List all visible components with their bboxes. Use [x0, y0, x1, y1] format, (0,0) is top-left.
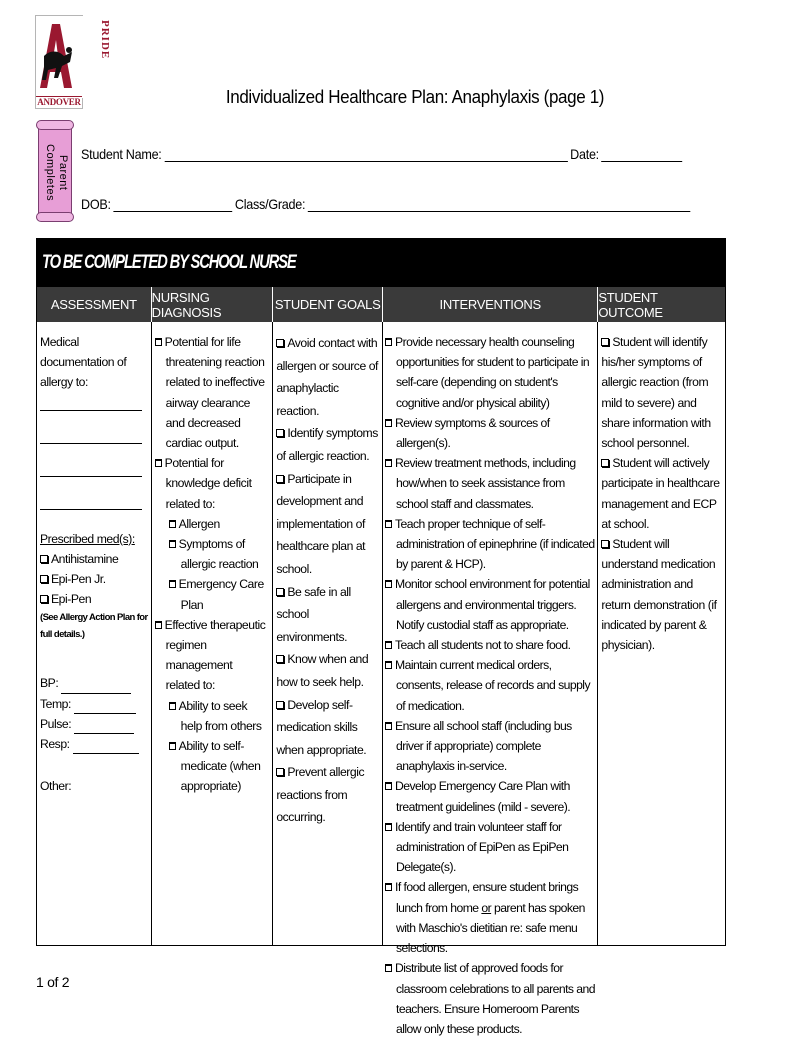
checkbox-icon[interactable]	[155, 338, 162, 346]
diagnosis-subitem	[155, 736, 270, 797]
checkbox-icon[interactable]	[276, 429, 284, 437]
checkbox-icon[interactable]	[276, 701, 284, 709]
dob-row	[81, 196, 693, 212]
goal-text: Know when and how to seek help.	[276, 652, 369, 689]
vital-field[interactable]	[74, 702, 136, 714]
med-item	[40, 569, 148, 589]
diagnosis-text: Potential for knowledge deficit related to:	[164, 456, 252, 511]
intervention-text: Maintain current medical orders, consents, release of records and supply of medication.	[395, 658, 591, 713]
checkbox-icon[interactable]	[40, 575, 48, 583]
outcome-text: Student will actively participate in healthcare management and ECP at school.	[601, 456, 720, 531]
intervention-item	[385, 453, 595, 514]
vital-field[interactable]	[74, 722, 134, 734]
goal-text: Avoid contact with allergen or source of anaphylactic reaction.	[276, 336, 378, 418]
table-header	[37, 287, 725, 322]
checkbox-icon[interactable]	[385, 883, 392, 891]
checkbox-icon[interactable]	[385, 782, 392, 790]
intervention-text: Provide necessary health counseling opportunities for student to participate in self-care (depending on student's cognitive and/or physical ability)	[395, 335, 590, 410]
checkbox-icon[interactable]	[385, 964, 392, 972]
other-label: Other:	[40, 779, 72, 794]
checkbox-icon[interactable]	[40, 595, 48, 603]
banner-text: TO BE COMPLETED BY SCHOOL NURSE	[42, 252, 296, 273]
vital-resp	[40, 734, 148, 754]
checkbox-icon[interactable]	[385, 459, 392, 467]
goal-text: Participate in development and implementation of healthcare plan at school.	[276, 471, 366, 576]
goal-item	[276, 648, 379, 693]
school-nurse-banner	[37, 239, 725, 287]
logo-bottom-text: ANDOVER	[37, 97, 81, 107]
intervention-underlined: or	[481, 900, 492, 915]
checkbox-icon[interactable]	[276, 655, 284, 663]
outcome-item	[601, 332, 722, 453]
goal-text: Identify symptoms of allergic reaction.	[276, 426, 378, 463]
intervention-item	[385, 776, 595, 816]
checkbox-icon[interactable]	[385, 338, 392, 346]
diagnosis-subtext: Symptoms of allergic reaction	[178, 537, 259, 572]
intervention-text: Ensure all school staff (including bus driver if appropriate) complete anaphylaxis in-service.	[395, 718, 572, 774]
scroll-curl-top	[36, 120, 74, 130]
allergy-field-3[interactable]	[40, 463, 142, 477]
intervention-item	[385, 332, 595, 413]
outcome-item	[601, 534, 722, 655]
checkbox-icon[interactable]	[385, 823, 392, 831]
vital-pulse	[40, 714, 148, 734]
page-number: 1 of 2	[36, 974, 70, 990]
allergy-plan-note: (See Allergy Action Plan for full details.)	[40, 612, 148, 641]
goal-item	[276, 422, 379, 467]
vital-bp	[40, 673, 148, 693]
checkbox-icon[interactable]	[155, 459, 162, 467]
med-item	[40, 589, 148, 609]
diagnosis-subtext: Ability to self-medicate (when appropriate)	[178, 739, 261, 794]
vital-label: Pulse:	[40, 716, 72, 731]
allergy-field-2[interactable]	[40, 430, 142, 444]
parent-completes-label: Parent Completes	[44, 144, 69, 202]
goal-item	[276, 694, 379, 762]
goal-text: Prevent allergic reactions from occurring.	[276, 765, 365, 825]
intervention-text: Monitor school environment for potential allergens and environmental triggers. Notify custodial staff as appropriate.	[395, 577, 590, 632]
checkbox-icon[interactable]	[40, 555, 48, 563]
intervention-text: Teach all students not to share food.	[395, 638, 571, 653]
diagnosis-subtext: Ability to seek help from others	[178, 698, 262, 733]
vital-label: Temp:	[40, 696, 71, 711]
intervention-item	[385, 817, 595, 878]
header-nursing-diagnosis: NURSING DIAGNOSIS	[152, 287, 274, 322]
intervention-item	[385, 574, 595, 635]
checkbox-icon[interactable]	[385, 722, 392, 730]
goal-text: Develop self-medication skills when appropriate.	[276, 697, 367, 757]
page-title: Individualized Healthcare Plan: Anaphylaxis (page 1)	[225, 86, 605, 107]
scroll-curl-bottom	[36, 212, 74, 222]
header-assessment: ASSESSMENT	[37, 287, 152, 322]
student-outcome-column	[598, 322, 725, 945]
checkbox-icon[interactable]	[601, 459, 609, 467]
diagnosis-subitem	[155, 696, 270, 736]
diagnosis-text: Effective therapeutic regimen management related to:	[164, 617, 266, 693]
student-name-label: Student Name:	[81, 146, 162, 162]
med-item	[40, 549, 148, 569]
checkbox-icon[interactable]	[276, 588, 284, 596]
intervention-item	[385, 877, 595, 958]
intervention-item	[385, 958, 595, 1039]
med-label: Antihistamine	[51, 551, 119, 566]
goal-item	[276, 468, 379, 581]
checkbox-icon[interactable]	[385, 641, 392, 649]
checkbox-icon[interactable]	[385, 419, 392, 427]
outcome-text: Student will identify his/her symptoms of allergic reaction (from mild to severe) and share information with school personnel.	[601, 335, 711, 451]
intervention-item	[385, 716, 595, 777]
goal-item	[276, 761, 379, 829]
nursing-diagnosis-column	[152, 322, 274, 945]
med-label: Epi-Pen Jr.	[51, 572, 106, 587]
header-interventions: INTERVENTIONS	[383, 287, 598, 322]
date-field[interactable]	[602, 150, 683, 162]
checkbox-icon[interactable]	[276, 475, 284, 483]
checkbox-icon[interactable]	[169, 742, 176, 750]
checkbox-icon[interactable]	[169, 540, 176, 548]
interventions-column	[383, 322, 598, 1036]
outcome-text: Student will understand medication administration and return demonstration (if indicated by parent & physician).	[601, 537, 717, 653]
intervention-text: parent has spoken with Maschio's dietitian re: safe menu selections.	[396, 900, 585, 956]
vital-label: BP:	[40, 676, 59, 691]
checkbox-icon[interactable]	[601, 540, 609, 548]
intervention-text: Distribute list of approved foods for classroom celebrations to all parents and teachers. Ensure Homeroom Parents allow only these products.	[395, 961, 595, 1036]
checkbox-icon[interactable]	[385, 661, 392, 669]
class-grade-field[interactable]	[308, 200, 691, 212]
goal-text: Be safe in all school environments.	[276, 584, 351, 644]
diagnosis-item	[155, 332, 270, 453]
allergy-field-4[interactable]	[40, 496, 142, 510]
intervention-item	[385, 655, 595, 716]
student-name-field[interactable]	[164, 150, 567, 162]
checkbox-icon[interactable]	[169, 520, 176, 528]
diagnosis-text: Potential for life threatening reaction related to ineffective airway clearance and decreased cardiac output.	[164, 335, 265, 451]
checkbox-icon[interactable]	[385, 520, 392, 528]
diagnosis-subitem	[155, 514, 270, 534]
diagnosis-subtext: Emergency Care Plan	[178, 577, 264, 612]
header-student-outcome: STUDENT OUTCOME	[598, 289, 663, 320]
vital-field[interactable]	[73, 742, 139, 754]
class-grade-label: Class/Grade:	[234, 196, 306, 212]
checkbox-icon[interactable]	[276, 768, 284, 776]
outcome-item	[601, 453, 722, 534]
meds-heading: Prescribed med(s):	[40, 531, 135, 546]
intervention-item	[385, 514, 595, 575]
intervention-text: Review symptoms & sources of allergen(s).	[395, 415, 550, 451]
goal-item	[276, 581, 379, 649]
intervention-text: Teach proper technique of self-administration of epinephrine (if indicated by parent & HCP).	[395, 516, 595, 572]
assessment-column	[37, 322, 152, 945]
intervention-text: Identify and train volunteer staff for administration of EpiPen as EpiPen Delegate(s).	[395, 819, 569, 875]
vital-field[interactable]	[61, 682, 131, 694]
student-goals-column	[273, 322, 383, 945]
intervention-text: If food allergen, ensure student brings lunch from home	[395, 880, 579, 915]
date-label: Date:	[570, 146, 599, 162]
header-student-goals: STUDENT GOALS	[273, 287, 383, 322]
intervention-text: Review treatment methods, including how/when to seek assistance from school staff and classmates.	[395, 456, 576, 511]
diagnosis-subtext: Allergen	[178, 516, 220, 531]
diagnosis-subitem	[155, 574, 270, 614]
vital-label: Resp:	[40, 737, 70, 752]
intervention-item	[385, 635, 595, 655]
diagnosis-item	[155, 453, 270, 514]
allergy-field-1[interactable]	[40, 397, 142, 411]
student-name-row	[81, 146, 685, 162]
diagnosis-item	[155, 615, 270, 696]
dob-label: DOB:	[81, 196, 111, 212]
parent-completes-tab	[36, 120, 74, 222]
intervention-item	[385, 413, 595, 453]
checkbox-icon[interactable]	[155, 621, 162, 629]
med-label: Epi-Pen	[51, 592, 92, 607]
dob-field[interactable]	[113, 200, 232, 212]
vital-temp	[40, 694, 148, 714]
goal-item	[276, 332, 379, 422]
logo-side-text: PRIDE	[99, 20, 111, 60]
checkbox-icon[interactable]	[169, 702, 176, 710]
checkbox-icon[interactable]	[601, 338, 609, 346]
diagnosis-subitem	[155, 534, 270, 574]
assessment-intro: Medical documentation of allergy to:	[40, 335, 127, 390]
checkbox-icon[interactable]	[276, 339, 284, 347]
intervention-text: Develop Emergency Care Plan with treatment guidelines (mild - severe).	[395, 779, 571, 814]
checkbox-icon[interactable]	[385, 580, 392, 588]
checkbox-icon[interactable]	[169, 580, 176, 588]
